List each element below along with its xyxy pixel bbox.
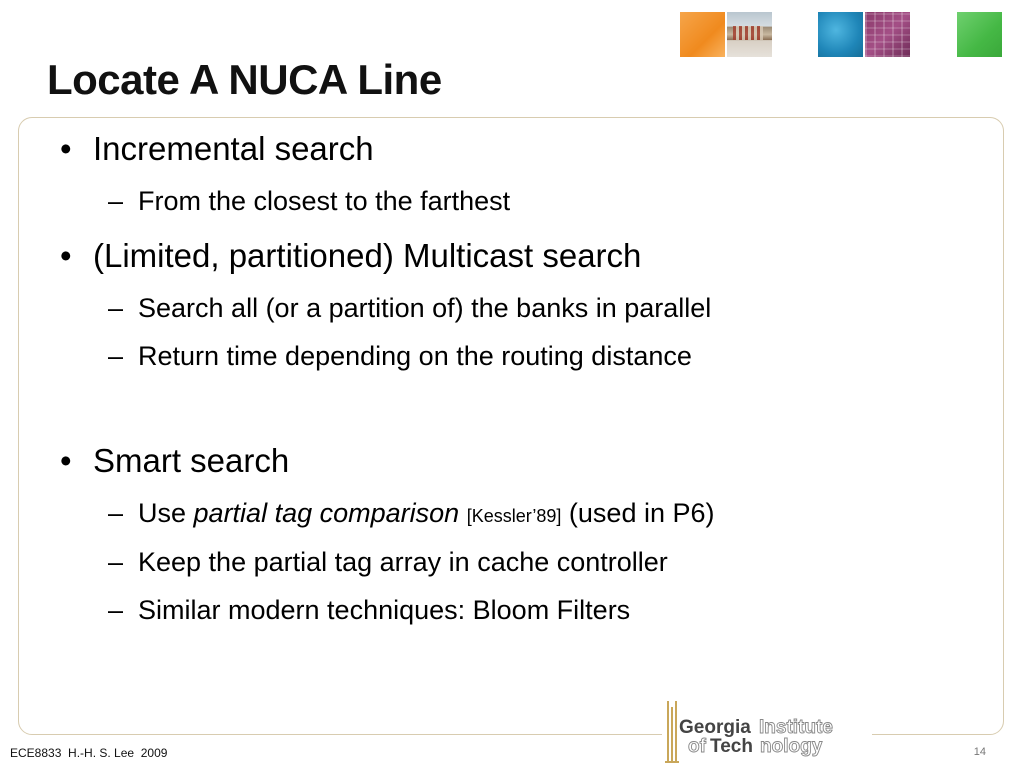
page-number: 14 xyxy=(973,746,986,758)
sub-bullet-text: Keep the partial tag array in cache controller xyxy=(138,547,668,577)
logo-institute-text: Institute xyxy=(759,717,833,738)
sub-bullet-marker: – xyxy=(108,186,124,216)
sub-bullet-text-prefix: Use xyxy=(138,498,194,528)
sub-bullet-text: From the closest to the farthest xyxy=(138,186,511,216)
bullet-text: Smart search xyxy=(93,442,290,479)
chip-die-photo-tile-image xyxy=(865,12,910,57)
green-tile-image xyxy=(957,12,1002,57)
sub-bullet-text-suffix: (used in P6) xyxy=(568,498,715,528)
slide-title: Locate A NUCA Line xyxy=(47,56,442,103)
logo-nology-text: nology xyxy=(760,736,823,757)
bullet-marker: • xyxy=(60,130,72,167)
sub-bullet-marker: – xyxy=(108,293,124,323)
bullet-marker: • xyxy=(60,442,72,479)
footer-course-label: ECE8833 H.-H. S. Lee 2009 xyxy=(10,746,168,760)
campus-photo-tile-image xyxy=(727,12,772,57)
bullet-text: (Limited, partitioned) Multicast search xyxy=(93,237,642,274)
tech-tower-icon xyxy=(665,701,679,763)
sub-bullet-marker: – xyxy=(108,595,124,625)
sub-bullet-text: Similar modern techniques: Bloom Filters xyxy=(138,595,631,625)
header-image-strip xyxy=(0,0,1024,60)
sub-bullet-marker: – xyxy=(108,547,124,577)
logo-tech-text: Tech xyxy=(710,736,753,757)
logo-georgia-text: Georgia xyxy=(679,717,751,738)
content-frame xyxy=(18,117,1004,735)
blue-tile-image xyxy=(818,12,863,57)
georgia-tech-logo xyxy=(662,697,872,765)
bullet-text: Incremental search xyxy=(93,130,374,167)
citation-text: [Kessler’89] xyxy=(466,506,562,526)
sub-bullet-text: Return time depending on the routing distance xyxy=(138,341,692,371)
orange-tile-image xyxy=(680,12,725,57)
sub-bullet-text: Search all (or a partition of) the banks in parallel xyxy=(138,293,712,323)
sub-bullet-text-italic: partial tag comparison xyxy=(193,498,460,528)
logo-of-text: of xyxy=(688,736,706,757)
bullet-marker: • xyxy=(60,237,72,274)
sub-bullet-marker: – xyxy=(108,341,124,371)
sub-bullet-marker: – xyxy=(108,498,124,528)
